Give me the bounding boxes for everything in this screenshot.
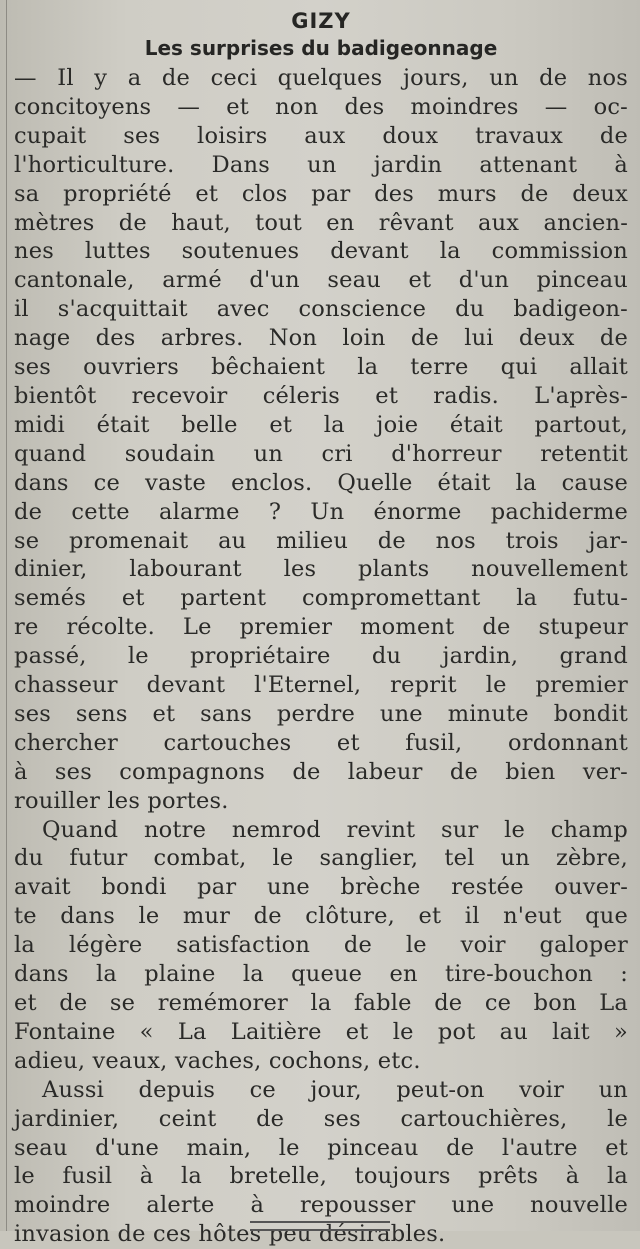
text-line: te dans le mur de clôture, et il n'eut que bbox=[14, 903, 628, 930]
text-line: re récolte. Le premier moment de stupeur bbox=[14, 614, 628, 641]
text-line: Aussi depuis ce jour, peut-on voir un bbox=[42, 1076, 628, 1103]
text-line: à ses compagnons de labeur de bien ver- bbox=[14, 758, 628, 785]
text-line: et de se remémorer la fable de ce bon La bbox=[14, 990, 628, 1016]
text-line: se promenait au milieu de nos trois jar- bbox=[14, 527, 628, 554]
text-line: le fusil à la bretelle, toujours prêts à la bbox=[14, 1163, 628, 1190]
text-line: jardinier, ceint de ses cartouchières, le bbox=[14, 1105, 628, 1132]
text-line: dinier, labourant les plants nouvellement bbox=[14, 556, 628, 583]
text-line: l'horticulture. Dans un jardin attenant à bbox=[14, 151, 628, 178]
text-line: adieu, veaux, vaches, cochons, etc. bbox=[14, 1047, 421, 1074]
text-line: — Il y a de ceci quelques jours, un de nos bbox=[14, 65, 628, 91]
text-line: nage des arbres. Non loin de lui deux de bbox=[14, 325, 628, 352]
text-line: chasseur devant l'Eternel, reprit le premier bbox=[14, 672, 628, 699]
text-line: concitoyens — et non des moindres — oc- bbox=[14, 93, 628, 120]
text-line: chercher cartouches et fusil, ordonnant bbox=[14, 729, 628, 756]
text-line: cantonale, armé d'un seau et d'un pinceau bbox=[14, 267, 628, 294]
end-of-article-rule bbox=[250, 1221, 390, 1231]
text-line: mètres de haut, tout en rêvant aux ancien- bbox=[14, 209, 628, 236]
text-line: il s'acquittait avec conscience du badigeon- bbox=[14, 296, 628, 323]
text-line: nes luttes soutenues devant la commission bbox=[14, 238, 628, 265]
text-line: bientôt recevoir céleris et radis. L'après- bbox=[14, 382, 628, 409]
text-line: cupait ses loisirs aux doux travaux de bbox=[14, 122, 628, 149]
paragraph-2 bbox=[14, 816, 628, 1076]
article-dateline: GIZY bbox=[291, 9, 351, 33]
paragraph-1 bbox=[14, 64, 628, 816]
text-line: dans ce vaste enclos. Quelle était la cause bbox=[14, 469, 628, 496]
text-line: la légère satisfaction de le voir galoper bbox=[14, 932, 628, 959]
text-line: avait bondi par une brèche restée ouver- bbox=[14, 874, 628, 901]
text-line: Fontaine « La Laitière et le pot au lait » bbox=[14, 1018, 628, 1045]
text-line: invasion de ces hôtes peu désirables. bbox=[14, 1221, 446, 1248]
text-line: ses sens et sans perdre une minute bondit bbox=[14, 700, 628, 727]
text-line: moindre alerte à repousser une nouvelle bbox=[14, 1192, 628, 1219]
text-line: du futur combat, le sanglier, tel un zèbre, bbox=[14, 845, 628, 872]
text-line: de cette alarme ? Un énorme pachiderme bbox=[14, 498, 628, 525]
text-line: ses ouvriers bêchaient la terre qui allait bbox=[14, 354, 628, 381]
text-line: quand soudain un cri d'horreur retentit bbox=[14, 440, 628, 467]
text-line: Quand notre nemrod revint sur le champ bbox=[42, 816, 628, 843]
text-line: seau d'une main, le pinceau de l'autre et bbox=[14, 1134, 628, 1161]
text-line: rouiller les portes. bbox=[14, 787, 229, 814]
text-line: dans la plaine la queue en tire-bouchon : bbox=[14, 961, 628, 988]
article-headline: Les surprises du badigeonnage bbox=[144, 36, 498, 60]
text-line: sa propriété et clos par des murs de deux bbox=[14, 180, 628, 207]
text-line: semés et partent compromettant la futu- bbox=[14, 585, 628, 612]
text-line: passé, le propriétaire du jardin, grand bbox=[14, 643, 628, 670]
text-line: midi était belle et la joie était partout, bbox=[14, 411, 628, 438]
column-rule bbox=[6, 0, 7, 1231]
